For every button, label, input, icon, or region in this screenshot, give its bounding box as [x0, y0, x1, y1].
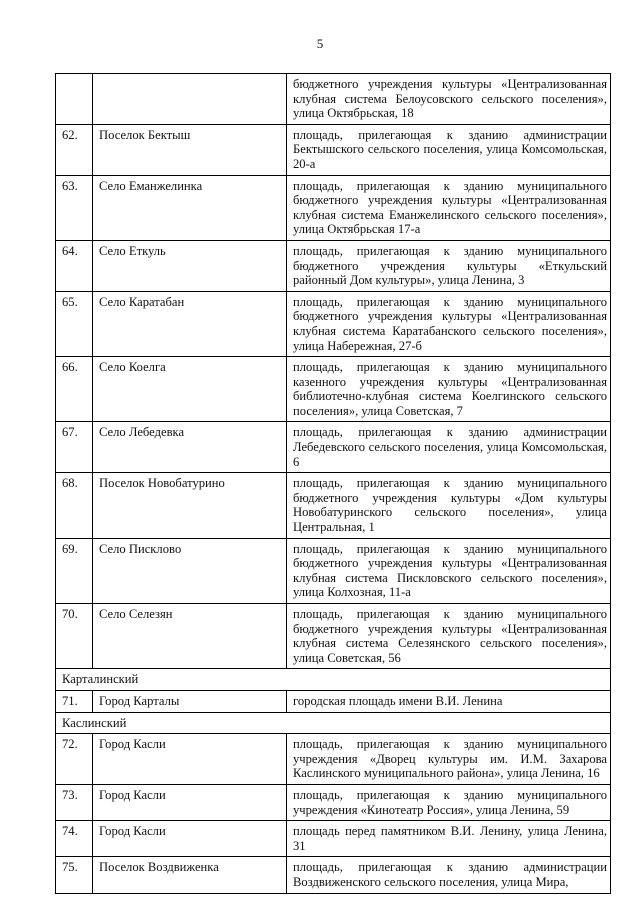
page-number: 5: [316, 36, 324, 51]
location-description: площадь, прилегающая к зданию муниципального бюджетного учреждения культуры «Централизованная клубная система Еманжелинского сельского поселения», улица Октябрьская 17-а: [287, 175, 611, 240]
table-row: [56, 821, 611, 857]
section-label: Карталинский: [56, 669, 611, 691]
table-row: [56, 291, 611, 356]
row-number: 71.: [56, 690, 93, 712]
location-description: площадь, прилегающая к зданию муниципального бюджетного учреждения культуры «Еткульский районный Дом культуры», улица Ленина, 3: [287, 240, 611, 291]
locations-table-body: [56, 74, 611, 894]
location-description: площадь, прилегающая к зданию муниципального бюджетного учреждения культуры «Централизованная клубная система Пискловского сельского поселения», улица Колхозная, 11-а: [287, 538, 611, 603]
row-number: 64.: [56, 240, 93, 291]
place-name: Село Лебедевка: [93, 422, 287, 473]
section-row: [56, 712, 611, 734]
table-row: [56, 784, 611, 820]
row-number: 73.: [56, 784, 93, 820]
place-name: Село Каратабан: [93, 291, 287, 356]
location-description: площадь, прилегающая к зданию муниципального казенного учреждения культуры «Централизованная библиотечно-клубная система Коелгинского сельского поселения», улица Советская, 7: [287, 357, 611, 422]
row-number: 68.: [56, 473, 93, 538]
place-name: Село Еманжелинка: [93, 175, 287, 240]
place-name: Город Карталы: [93, 690, 287, 712]
location-description: площадь, прилегающая к зданию муниципального учреждения «Кинотеатр Россия», улица Ленина, 59: [287, 784, 611, 820]
location-description: площадь, прилегающая к зданию администрации Воздвиженского сельского поселения, улица Мира,: [287, 857, 611, 893]
section-row: [56, 669, 611, 691]
place-name: Город Касли: [93, 821, 287, 857]
location-description: площадь, прилегающая к зданию муниципального бюджетного учреждения культуры «Централизованная клубная система Селезянского сельского поселения», улица Советская, 56: [287, 604, 611, 669]
place-name: Город Касли: [93, 734, 287, 785]
table-row: [56, 538, 611, 603]
location-description: площадь, прилегающая к зданию муниципального учреждения «Дворец культуры им. И.М. Захарова Каслинского муниципального района», улица Ленина, 16: [287, 734, 611, 785]
row-number: 66.: [56, 357, 93, 422]
row-number: [56, 74, 93, 125]
place-name: Поселок Воздвиженка: [93, 857, 287, 893]
row-number: 67.: [56, 422, 93, 473]
place-name: Село Селезян: [93, 604, 287, 669]
row-number: 63.: [56, 175, 93, 240]
place-name: [93, 74, 287, 125]
place-name: Село Еткуль: [93, 240, 287, 291]
row-number: 75.: [56, 857, 93, 893]
table-row: [56, 857, 611, 893]
place-name: Город Касли: [93, 784, 287, 820]
location-description: бюджетного учреждения культуры «Централизованная клубная система Белоусовского сельского поселения», улица Октябрьская, 18: [287, 74, 611, 125]
place-name: Поселок Бектыш: [93, 124, 287, 175]
table-row: [56, 734, 611, 785]
row-number: 65.: [56, 291, 93, 356]
table-row: [56, 124, 611, 175]
location-description: площадь, прилегающая к зданию муниципального бюджетного учреждения культуры «Дом культуры Новобатуринского сельского поселения», улица Центральная, 1: [287, 473, 611, 538]
table-row: [56, 175, 611, 240]
location-description: площадь, прилегающая к зданию муниципального бюджетного учреждения культуры «Централизованная клубная система Каратабанского сельского поселения», улица Набережная, 27-б: [287, 291, 611, 356]
table-row: [56, 604, 611, 669]
location-description: городская площадь имени В.И. Ленина: [287, 690, 611, 712]
row-number: 70.: [56, 604, 93, 669]
location-description: площадь, прилегающая к зданию администрации Бектышского сельского поселения, улица Комсомольская, 20-а: [287, 124, 611, 175]
table-row: [56, 473, 611, 538]
table-row: [56, 357, 611, 422]
place-name: Село Пискловo: [93, 538, 287, 603]
table-row: [56, 240, 611, 291]
location-description: площадь, прилегающая к зданию администрации Лебедевского сельского поселения, улица Комсомольская, 6: [287, 422, 611, 473]
place-name: Поселок Новобатурино: [93, 473, 287, 538]
place-name: Село Коелга: [93, 357, 287, 422]
row-number: 72.: [56, 734, 93, 785]
row-number: 62.: [56, 124, 93, 175]
locations-table: [55, 73, 611, 894]
table-row: [56, 74, 611, 125]
row-number: 74.: [56, 821, 93, 857]
row-number: 69.: [56, 538, 93, 603]
table-row: [56, 690, 611, 712]
table-row: [56, 422, 611, 473]
section-label: Каслинский: [56, 712, 611, 734]
location-description: площадь перед памятником В.И. Ленину, улица Ленина, 31: [287, 821, 611, 857]
